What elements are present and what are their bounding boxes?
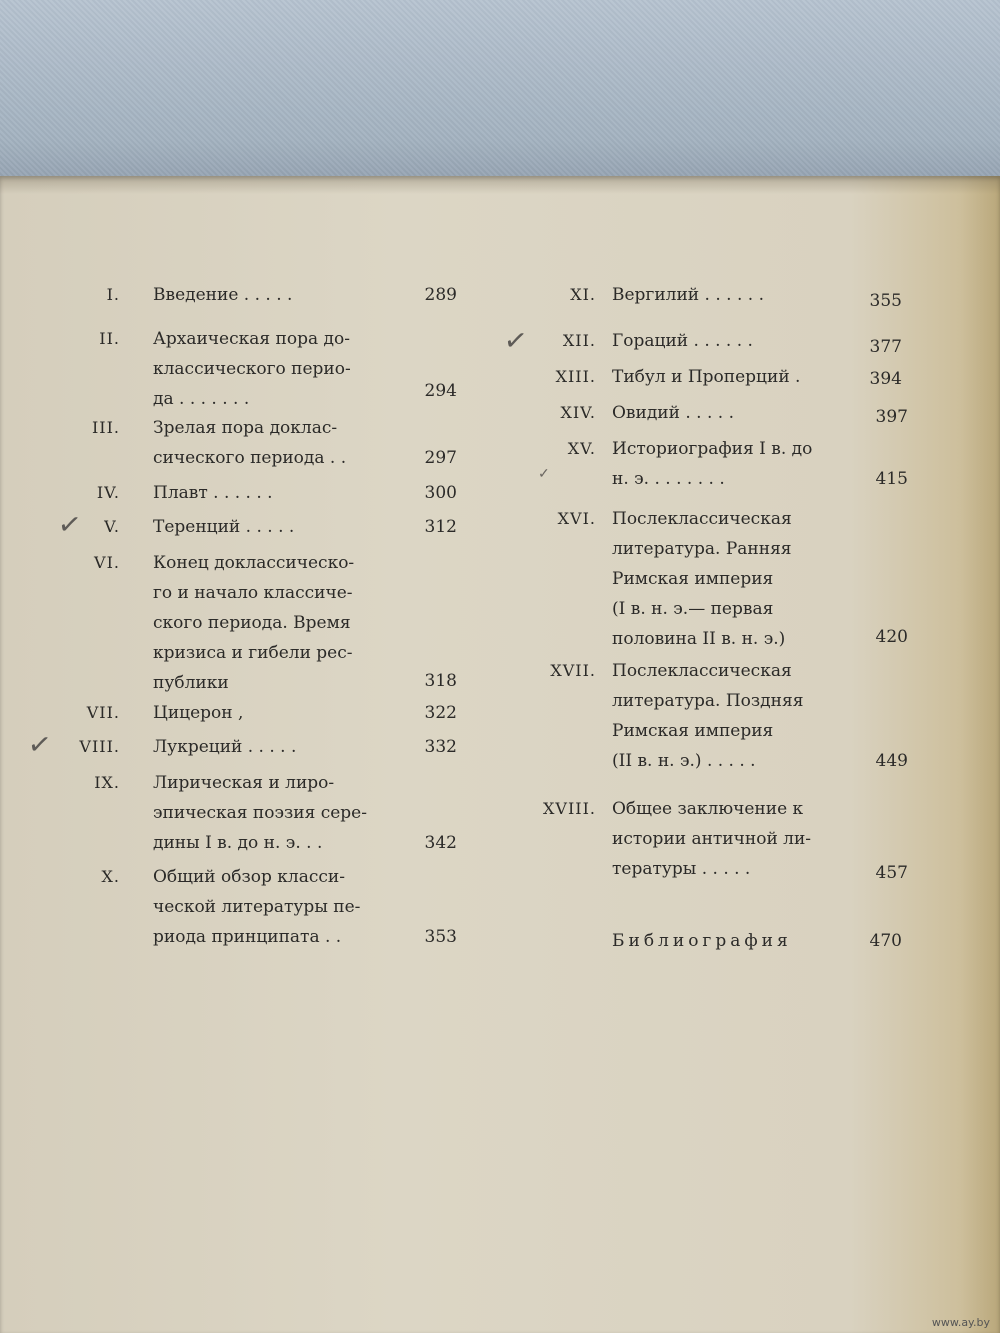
page-number: 300 bbox=[424, 483, 457, 503]
page-number: 420 bbox=[875, 627, 908, 647]
chapter-number: XVI. bbox=[557, 509, 596, 528]
chapter-title: Теренций . . . . . bbox=[153, 517, 295, 537]
chapter-title: Гораций . . . . . . bbox=[612, 331, 753, 351]
chapter-number: II. bbox=[99, 329, 120, 348]
chapter-number: XI. bbox=[570, 285, 596, 304]
chapter-number: VI. bbox=[94, 553, 120, 572]
page-number: 312 bbox=[424, 517, 457, 537]
chapter-title: Лукреций . . . . . bbox=[153, 737, 297, 757]
chapter-title: Конец доклассическо- го и начало классиче- ского периода. Время кризиса и гибели рес- публики bbox=[153, 553, 355, 693]
page-number: 322 bbox=[424, 703, 457, 723]
page-number: 289 bbox=[424, 285, 457, 305]
page-number: 397 bbox=[875, 407, 908, 427]
page-number: 394 bbox=[869, 369, 902, 389]
page-number: 470 bbox=[869, 931, 902, 951]
chapter-title: Послеклассическая литература. Поздняя Римская империя (II в. н. э.) . . . . . bbox=[612, 661, 804, 771]
chapter-title: Послеклассическая литература. Ранняя Римская империя (I в. н. э.— первая половина II в. н. э.) bbox=[612, 509, 792, 649]
page-number: 332 bbox=[424, 737, 457, 757]
checkmark-icon: ✓ bbox=[55, 506, 84, 543]
checkmark-icon: ✓ bbox=[25, 726, 54, 763]
chapter-number: XII. bbox=[562, 331, 596, 350]
checkmark-icon: ✓ bbox=[501, 322, 530, 359]
page-number: 294 bbox=[424, 381, 457, 401]
chapter-number: V. bbox=[104, 517, 120, 536]
chapter-number: IV. bbox=[96, 483, 120, 502]
chapter-number: VII. bbox=[86, 703, 120, 722]
pencil-mark-icon: ✓ bbox=[538, 466, 550, 482]
page-number: 457 bbox=[875, 863, 908, 883]
chapter-number: III. bbox=[91, 418, 120, 437]
chapter-number: XV. bbox=[567, 439, 596, 458]
page-number: 377 bbox=[869, 337, 902, 357]
tablecloth-background bbox=[0, 0, 1000, 200]
page-number: 353 bbox=[424, 927, 457, 947]
chapter-title: Тибул и Проперций . bbox=[612, 367, 801, 387]
chapter-title: Вергилий . . . . . . bbox=[612, 285, 764, 305]
page-number: 449 bbox=[875, 751, 908, 771]
page-number: 318 bbox=[424, 671, 457, 691]
page-number: 415 bbox=[875, 469, 908, 489]
chapter-number: XVIII. bbox=[543, 799, 596, 818]
chapter-number: XIV. bbox=[560, 403, 596, 422]
chapter-title: Введение . . . . . bbox=[153, 285, 293, 305]
chapter-number: XVII. bbox=[550, 661, 596, 680]
page-number: 342 bbox=[424, 833, 457, 853]
chapter-title: Цицерон , bbox=[153, 703, 244, 723]
book-page bbox=[0, 176, 1000, 1333]
page-number: 355 bbox=[869, 291, 902, 311]
chapter-title: Плавт . . . . . . bbox=[153, 483, 273, 503]
chapter-title: Овидий . . . . . bbox=[612, 403, 735, 423]
chapter-number: VIII. bbox=[79, 737, 120, 756]
page-number: 297 bbox=[424, 448, 457, 468]
chapter-number: XIII. bbox=[555, 367, 596, 386]
chapter-title: Историография I в. до н. э. . . . . . . . bbox=[612, 439, 813, 489]
chapter-title: Общий обзор класси- ческой литературы пе- риода принципата . . bbox=[153, 867, 361, 947]
chapter-title: Лирическая и лиро- эпическая поэзия сере- дины I в. до н. э. . . bbox=[153, 773, 367, 853]
chapter-number: I. bbox=[106, 285, 120, 304]
chapter-title: Библиография bbox=[612, 931, 792, 951]
chapter-title: Зрелая пора доклас- сического периода . . bbox=[153, 418, 347, 468]
chapter-number: IX. bbox=[94, 773, 120, 792]
chapter-title: Архаическая пора до- классического перио- да . . . . . . . bbox=[153, 329, 351, 409]
chapter-number: X. bbox=[101, 867, 120, 886]
chapter-title: Общее заключение к истории античной ли- тературы . . . . . bbox=[612, 799, 812, 879]
watermark: www.ay.by bbox=[931, 1316, 990, 1329]
